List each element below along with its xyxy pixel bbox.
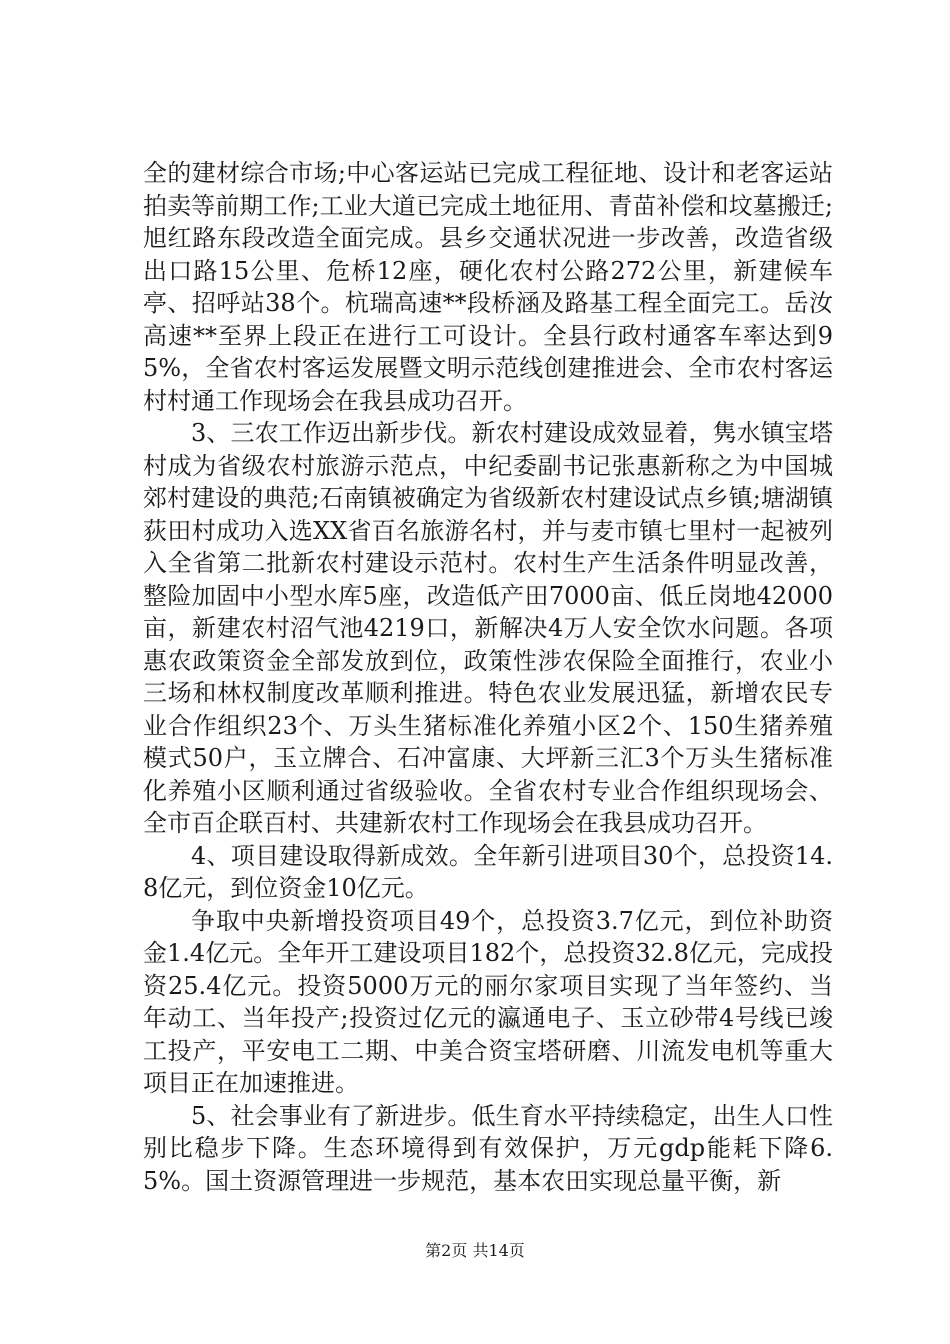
- paragraph-transport: 全的建材综合市场;中心客运站已完成工程征地、设计和老客运站拍卖等前期工作;工业大道已完成土地征用、青苗补偿和坟墓搬迁;旭红路东段改造全面完成。县乡交通状况进一步改善，改造省级出口路15公里、危桥12座，硬化农村公路272公里，新建候车亭、招呼站38个。杭瑞高速**段桥涵及路基工程全面完工。岳汝高速**至界上段正在进行工可设计。全县行政村通客车率达到95%，全省农村客运发展暨文明示范线创建推进会、全市农村客运村村通工作现场会在我县成功召开。: [143, 159, 833, 415]
- document-body: [143, 157, 833, 1197]
- paragraph-investment: 争取中央新增投资项目49个，总投资3.7亿元，到位补助资金1.4亿元。全年开工建设项目182个，总投资32.8亿元，完成投资25.4亿元。投资5000万元的丽尔家项目实现了当年签约、当年动工、当年投产;投资过亿元的瀛通电子、玉立砂带4号线已竣工投产，平安电工二期、中美合资宝塔研磨、川流发电机等重大项目正在加速推进。: [143, 906, 833, 1097]
- paragraph-social: 5、社会事业有了新进步。低生育水平持续稳定，出生人口性别比稳步下降。生态环境得到有效保护，万元gdp能耗下降6.5%。国土资源管理进一步规范，基本农田实现总量平衡，新: [143, 1101, 833, 1195]
- page-number-footer: 第2页 共14页: [425, 1241, 525, 1260]
- paragraph-agriculture: 3、三农工作迈出新步伐。新农村建设成效显着，隽水镇宝塔村成为省级农村旅游示范点，中纪委副书记张惠新称之为中国城郊村建设的典范;石南镇被确定为省级新农村建设试点乡镇;塘湖镇荻田村成功入选XX省百名旅游名村，并与麦市镇七里村一起被列入全省第二批新农村建设示范村。农村生产生活条件明显改善，整险加固中小型水库5座，改造低产田7000亩、低丘岗地42000亩，新建农村沼气池4219口，新解决4万人安全饮水问题。各项惠农政策资金全部发放到位，政策性涉农保险全面推行，农业小三场和林权制度改革顺利推进。特色农业发展迅猛，新增农民专业合作组织23个、万头生猪标准化养殖小区2个、150生猪养殖模式50户，玉立牌合、石冲富康、大坪新三汇3个万头生猪标准化养殖小区顺利通过省级验收。全省农村专业合作组织现场会、全市百企联百村、共建新农村工作现场会在我县成功召开。: [143, 419, 833, 837]
- paragraph-projects: 4、项目建设取得新成效。全年新引进项目30个，总投资14.8亿元，到位资金10亿元。: [143, 841, 833, 902]
